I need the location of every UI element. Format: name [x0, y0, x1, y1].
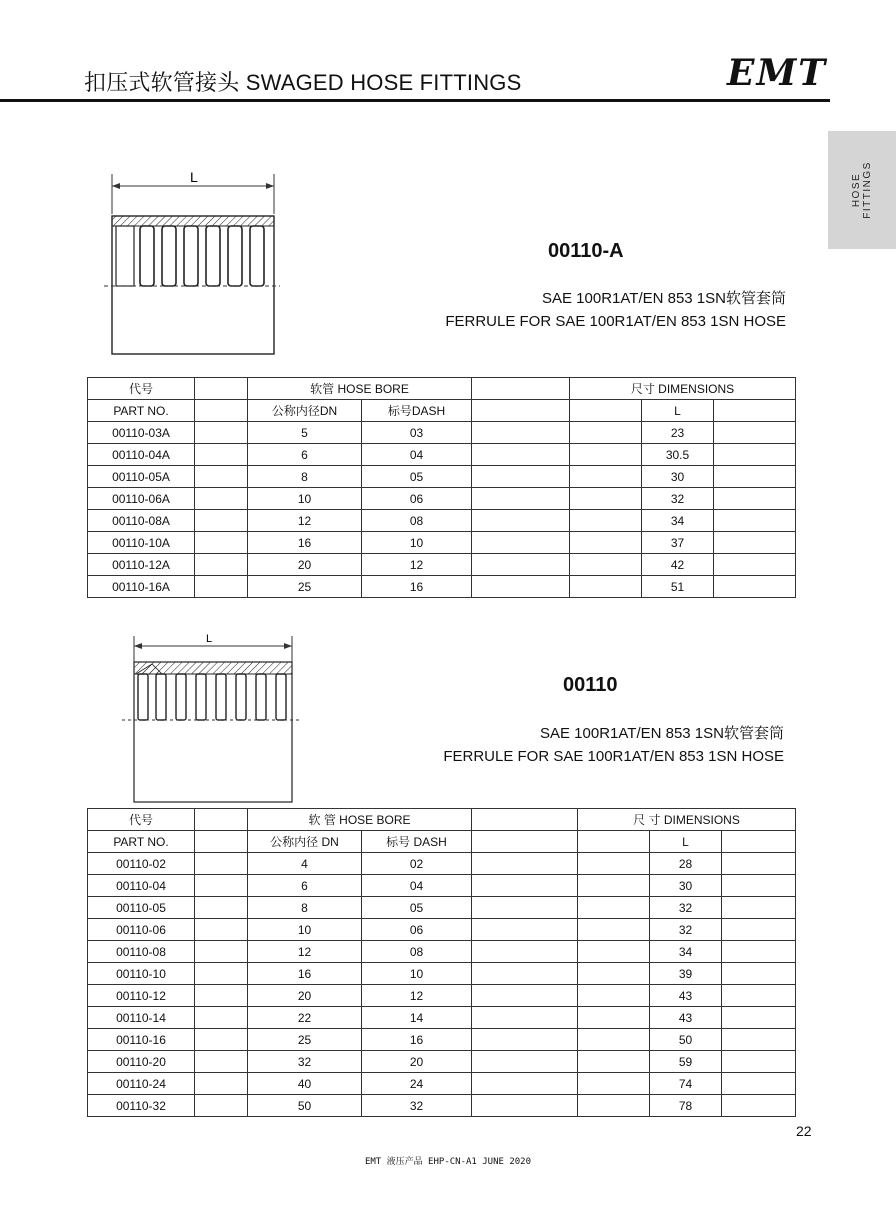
cell-dash: 08 — [362, 941, 472, 963]
cell-dash: 16 — [362, 576, 472, 598]
table-row — [88, 444, 796, 466]
cell-empty — [570, 554, 642, 576]
cell-l: 42 — [642, 554, 714, 576]
cell-empty — [472, 532, 570, 554]
cell-empty — [722, 875, 796, 897]
col-l: L — [650, 831, 722, 853]
cell-empty — [195, 1073, 248, 1095]
cell-empty — [578, 963, 650, 985]
cell-empty — [195, 985, 248, 1007]
cell-dash: 14 — [362, 1007, 472, 1029]
cell-part-no: 00110-06A — [88, 488, 195, 510]
cell-empty — [578, 875, 650, 897]
cell-part-no: 00110-06 — [88, 919, 195, 941]
cell-part-no: 00110-04A — [88, 444, 195, 466]
cell-empty — [472, 1007, 578, 1029]
cell-empty — [722, 919, 796, 941]
cell-part-no: 00110-12 — [88, 985, 195, 1007]
cell-empty — [472, 1051, 578, 1073]
cell-empty — [195, 554, 248, 576]
cell-dash: 05 — [362, 466, 472, 488]
cell-l: 37 — [642, 532, 714, 554]
cell-empty — [578, 919, 650, 941]
cell-part-no: 00110-08A — [88, 510, 195, 532]
col-dimensions: 尺 寸 DIMENSIONS — [578, 809, 796, 831]
cell-part-no: 00110-32 — [88, 1095, 195, 1117]
cell-empty — [722, 1095, 796, 1117]
table-row — [88, 1095, 796, 1117]
cell-empty — [570, 422, 642, 444]
col-code-en: PART NO. — [88, 831, 195, 853]
cell-empty — [195, 941, 248, 963]
product-desc-cn-a: SAE 100R1AT/EN 853 1SN软管套筒 — [542, 290, 786, 307]
cell-dn: 6 — [248, 444, 362, 466]
cell-dn: 8 — [248, 466, 362, 488]
product-desc-cn-b: SAE 100R1AT/EN 853 1SN软管套筒 — [540, 725, 784, 742]
cell-dn: 20 — [248, 554, 362, 576]
cell-dash: 04 — [362, 875, 472, 897]
cell-empty — [570, 510, 642, 532]
cell-dash: 05 — [362, 897, 472, 919]
cell-dash: 03 — [362, 422, 472, 444]
cell-empty — [472, 422, 570, 444]
col-dash: 标号DASH — [362, 400, 472, 422]
cell-dn: 5 — [248, 422, 362, 444]
cell-dash: 10 — [362, 532, 472, 554]
cell-dash: 12 — [362, 554, 472, 576]
cell-dash: 12 — [362, 985, 472, 1007]
cell-l: 28 — [650, 853, 722, 875]
col-code-en: PART NO. — [88, 400, 195, 422]
table-row — [88, 853, 796, 875]
cell-dn: 40 — [248, 1073, 362, 1095]
cell-l: 30.5 — [642, 444, 714, 466]
product-code-b: 00110 — [563, 674, 618, 696]
side-tab-line2: FITTINGS — [862, 161, 873, 219]
cell-empty — [195, 1095, 248, 1117]
col-dimensions: 尺寸 DIMENSIONS — [570, 378, 796, 400]
page-footer: EMT 液压产品 EHP-CN-A1 JUNE 2020 — [364, 1157, 532, 1167]
ferrule-drawing-a — [104, 164, 294, 360]
table-header-row — [88, 400, 796, 422]
cell-empty — [472, 488, 570, 510]
cell-dash: 20 — [362, 1051, 472, 1073]
cell-empty — [722, 1073, 796, 1095]
product-desc-en-b: FERRULE FOR SAE 100R1AT/EN 853 1SN HOSE — [443, 748, 784, 765]
cell-dash: 08 — [362, 510, 472, 532]
cell-empty — [722, 1051, 796, 1073]
cell-dash: 24 — [362, 1073, 472, 1095]
cell-l: 32 — [650, 897, 722, 919]
cell-l: 74 — [650, 1073, 722, 1095]
cell-dn: 32 — [248, 1051, 362, 1073]
cell-empty — [472, 1073, 578, 1095]
cell-empty — [472, 963, 578, 985]
cell-dash: 02 — [362, 853, 472, 875]
col-code-cn: 代号 — [88, 378, 195, 400]
table-header-row — [88, 831, 796, 853]
cell-empty — [195, 853, 248, 875]
col-dn: 公称内径 DN — [248, 831, 362, 853]
cell-part-no: 00110-12A — [88, 554, 195, 576]
cell-l: 32 — [642, 488, 714, 510]
cell-part-no: 00110-20 — [88, 1051, 195, 1073]
table-row — [88, 1029, 796, 1051]
cell-empty — [472, 444, 570, 466]
cell-empty — [472, 985, 578, 1007]
col-hose-bore: 软 管 HOSE BORE — [248, 809, 472, 831]
col-hose-bore: 软管 HOSE BORE — [248, 378, 472, 400]
cell-dn: 12 — [248, 941, 362, 963]
page-title: 扣压式软管接头 SWAGED HOSE FITTINGS — [84, 70, 522, 95]
cell-empty — [195, 444, 248, 466]
cell-empty — [472, 510, 570, 532]
cell-empty — [722, 985, 796, 1007]
cell-empty — [714, 444, 796, 466]
cell-empty — [195, 422, 248, 444]
cell-dn: 12 — [248, 510, 362, 532]
cell-l: 43 — [650, 1007, 722, 1029]
cell-l: 34 — [650, 941, 722, 963]
cell-empty — [195, 1007, 248, 1029]
cell-part-no: 00110-10 — [88, 963, 195, 985]
table-row — [88, 510, 796, 532]
table-row — [88, 1073, 796, 1095]
cell-empty — [714, 510, 796, 532]
table-row — [88, 919, 796, 941]
drawing-a-dim-label: L — [190, 169, 198, 185]
cell-empty — [472, 919, 578, 941]
cell-part-no: 00110-08 — [88, 941, 195, 963]
cell-part-no: 00110-10A — [88, 532, 195, 554]
cell-l: 23 — [642, 422, 714, 444]
page-number: 22 — [796, 1123, 812, 1139]
table-row — [88, 576, 796, 598]
cell-empty — [570, 532, 642, 554]
cell-part-no: 00110-05A — [88, 466, 195, 488]
cell-empty — [472, 941, 578, 963]
table-row — [88, 875, 796, 897]
col-dn: 公称内径DN — [248, 400, 362, 422]
table-row — [88, 1051, 796, 1073]
table-row — [88, 422, 796, 444]
cell-empty — [714, 576, 796, 598]
cell-dash: 06 — [362, 488, 472, 510]
cell-dash: 06 — [362, 919, 472, 941]
cell-empty — [578, 1051, 650, 1073]
cell-l: 39 — [650, 963, 722, 985]
cell-empty — [578, 1073, 650, 1095]
cell-empty — [578, 985, 650, 1007]
cell-empty — [722, 941, 796, 963]
cell-empty — [472, 1029, 578, 1051]
cell-empty — [578, 941, 650, 963]
cell-empty — [195, 897, 248, 919]
cell-empty — [722, 853, 796, 875]
ferrule-drawing-b — [122, 630, 312, 808]
cell-empty — [570, 466, 642, 488]
cell-dn: 6 — [248, 875, 362, 897]
cell-l: 30 — [642, 466, 714, 488]
cell-l: 59 — [650, 1051, 722, 1073]
cell-part-no: 00110-16 — [88, 1029, 195, 1051]
header-rule — [0, 99, 830, 102]
cell-l: 78 — [650, 1095, 722, 1117]
drawing-b-dim-label: L — [206, 633, 213, 645]
cell-dn: 20 — [248, 985, 362, 1007]
spec-table-b — [87, 808, 796, 1117]
cell-dn: 10 — [248, 488, 362, 510]
cell-empty — [195, 919, 248, 941]
cell-empty — [714, 466, 796, 488]
cell-dn: 50 — [248, 1095, 362, 1117]
cell-empty — [195, 466, 248, 488]
cell-empty — [722, 1007, 796, 1029]
cell-empty — [578, 853, 650, 875]
cell-part-no: 00110-14 — [88, 1007, 195, 1029]
cell-l: 43 — [650, 985, 722, 1007]
cell-l: 32 — [650, 919, 722, 941]
cell-empty — [722, 897, 796, 919]
cell-dn: 25 — [248, 576, 362, 598]
cell-empty — [714, 554, 796, 576]
cell-empty — [195, 875, 248, 897]
cell-l: 30 — [650, 875, 722, 897]
cell-l: 51 — [642, 576, 714, 598]
cell-empty — [195, 1029, 248, 1051]
table-row — [88, 1007, 796, 1029]
table-row — [88, 941, 796, 963]
table-header-row — [88, 809, 796, 831]
cell-empty — [570, 444, 642, 466]
brand-logo: EMT — [727, 52, 828, 94]
cell-dn: 4 — [248, 853, 362, 875]
cell-l: 50 — [650, 1029, 722, 1051]
cell-empty — [570, 576, 642, 598]
cell-empty — [578, 1029, 650, 1051]
cell-empty — [472, 875, 578, 897]
cell-empty — [195, 532, 248, 554]
table-row — [88, 963, 796, 985]
table-row — [88, 554, 796, 576]
cell-empty — [578, 897, 650, 919]
cell-empty — [722, 1029, 796, 1051]
cell-empty — [472, 853, 578, 875]
cell-empty — [714, 422, 796, 444]
cell-part-no: 00110-04 — [88, 875, 195, 897]
col-dash: 标号 DASH — [362, 831, 472, 853]
table-header-row — [88, 378, 796, 400]
cell-empty — [714, 532, 796, 554]
cell-empty — [714, 488, 796, 510]
section-side-tab[interactable] — [828, 131, 896, 249]
cell-dn: 22 — [248, 1007, 362, 1029]
cell-dash: 16 — [362, 1029, 472, 1051]
spec-table-a — [87, 377, 796, 598]
table-row — [88, 532, 796, 554]
cell-empty — [195, 488, 248, 510]
cell-dash: 10 — [362, 963, 472, 985]
product-desc-en-a: FERRULE FOR SAE 100R1AT/EN 853 1SN HOSE — [445, 313, 786, 330]
cell-part-no: 00110-02 — [88, 853, 195, 875]
cell-empty — [578, 1007, 650, 1029]
cell-part-no: 00110-16A — [88, 576, 195, 598]
table-row — [88, 466, 796, 488]
cell-empty — [195, 576, 248, 598]
cell-empty — [570, 488, 642, 510]
cell-empty — [472, 554, 570, 576]
cell-empty — [472, 1095, 578, 1117]
cell-empty — [578, 1095, 650, 1117]
cell-dash: 04 — [362, 444, 472, 466]
cell-part-no: 00110-24 — [88, 1073, 195, 1095]
product-code-a: 00110-A — [548, 240, 624, 262]
cell-empty — [472, 897, 578, 919]
table-row — [88, 985, 796, 1007]
cell-empty — [472, 576, 570, 598]
cell-dn: 25 — [248, 1029, 362, 1051]
cell-empty — [195, 963, 248, 985]
cell-l: 34 — [642, 510, 714, 532]
side-tab-line1: HOSE — [851, 172, 862, 208]
cell-dn: 8 — [248, 897, 362, 919]
table-row — [88, 488, 796, 510]
cell-dn: 16 — [248, 532, 362, 554]
cell-empty — [195, 510, 248, 532]
col-code-cn: 代号 — [88, 809, 195, 831]
cell-dn: 10 — [248, 919, 362, 941]
cell-part-no: 00110-03A — [88, 422, 195, 444]
cell-dn: 16 — [248, 963, 362, 985]
table-row — [88, 897, 796, 919]
cell-empty — [722, 963, 796, 985]
cell-part-no: 00110-05 — [88, 897, 195, 919]
cell-empty — [472, 466, 570, 488]
cell-empty — [195, 1051, 248, 1073]
col-l: L — [642, 400, 714, 422]
cell-dash: 32 — [362, 1095, 472, 1117]
